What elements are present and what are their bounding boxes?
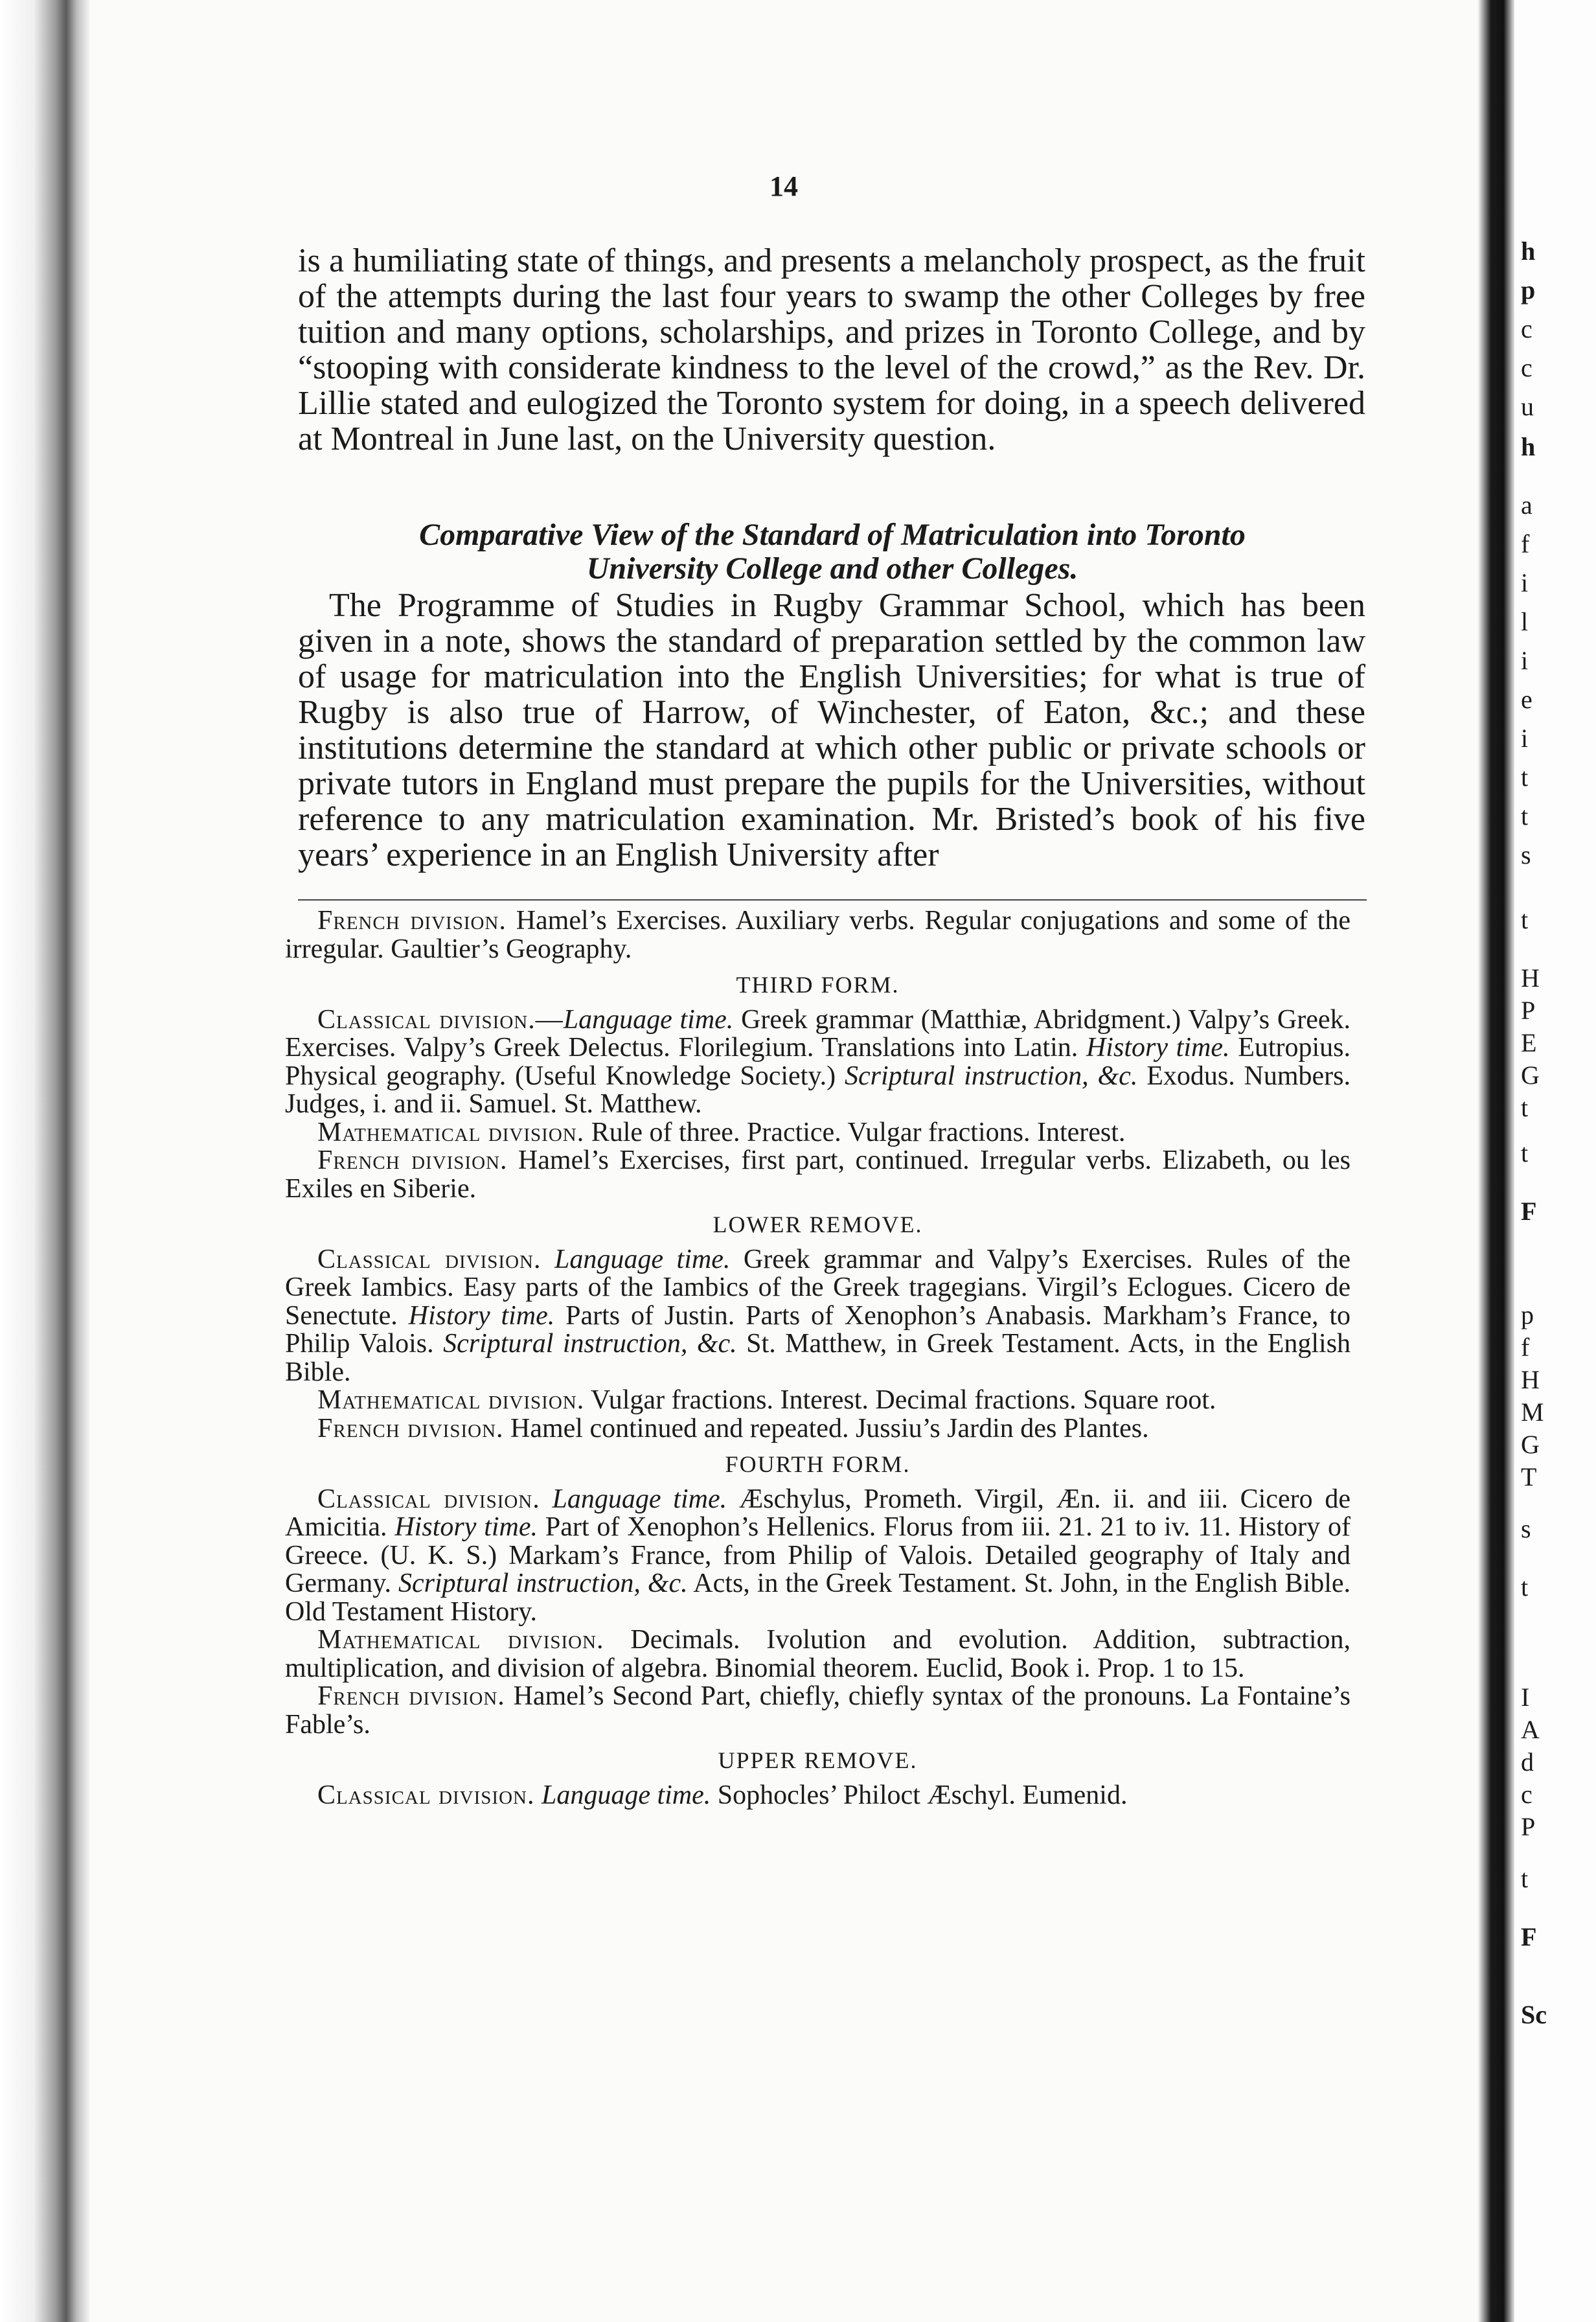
edge-fragment: G [1521, 1430, 1540, 1459]
edge-fragment: a [1521, 490, 1533, 520]
fourth-form-heading: FOURTH FORM. [725, 1451, 911, 1477]
edge-fragment: Sc [1521, 2000, 1547, 2029]
edge-fragment: A [1521, 1715, 1540, 1744]
edge-fragment: i [1521, 568, 1529, 597]
edge-fragment: t [1521, 1864, 1529, 1893]
edge-fragment: t [1521, 801, 1529, 831]
main-text-continued [298, 588, 1365, 873]
edge-fragment: t [1521, 763, 1529, 792]
opening-paragraph: is a humiliating state of things, and presents a melancholy prospect, as the fruit of the attempts during the last four years to swamp the other Colleges by free tuition and many options, scholarships, and prizes in Toronto College, and by “stooping with considerate kindness to the level of the crowd,” as the Rev. Dr. Lillie stated and eulogized the Toronto system for doing, in a speech delivered at Montreal in June last, on the University question. [298, 242, 1365, 457]
edge-fragment: e [1521, 685, 1533, 714]
edge-fragment: u [1521, 392, 1534, 421]
lower-remove-mathematical: Mathematical division. Vulgar fractions. Interest. Decimal fractions. Square root. [317, 1385, 1216, 1415]
fourth-form-french: French division. Hamel’s Second Part, chiefly, chiefly syntax of the pronouns. La Fontaine’s Fable’s. [285, 1681, 1351, 1740]
edge-fragment: F [1521, 1922, 1537, 1951]
lower-remove-french: French division. Hamel continued and repeated. Jussiu’s Jardin des Plantes. [317, 1413, 1149, 1443]
lower-remove-heading: LOWER REMOVE. [712, 1212, 923, 1237]
book-binding-shadow [0, 0, 89, 2322]
edge-fragment: c [1521, 314, 1533, 343]
edge-fragment: t [1521, 1572, 1529, 1602]
edge-fragment: h [1521, 432, 1536, 461]
upper-remove-classical: Classical division. Language time. Sophocles’ Philoct Æschyl. Eumenid. [317, 1780, 1128, 1810]
edge-fragment: F [1521, 1197, 1537, 1226]
edge-fragment: i [1521, 646, 1529, 675]
third-form-mathematical: Mathematical division. Rule of three. Practice. Vulgar fractions. Interest. [317, 1117, 1126, 1147]
edge-fragment: p [1521, 275, 1536, 305]
fourth-form-mathematical: Mathematical division. Decimals. Ivolution and evolution. Addition, subtraction, multiplication, and division of algebra. Binomial theorem. Euclid, Book i. Prop. 1 to 15. [285, 1625, 1351, 1683]
page-number: 14 [770, 170, 798, 202]
page-gutter [1478, 0, 1514, 2322]
edge-fragment: l [1521, 607, 1529, 636]
fourth-form-classical: Classical division. Language time. Æschylus, Prometh. Virgil, Æn. ii. and iii. Cicero de Amicitia. History time. Part of Xenophon’s Hellenics. Florus from iii. 21. 21 to iv. 11. History of Greece. (U. K. S.) Markam’s France, from Philip of Valois. Detailed geography of Italy and Germany. Scriptural instruction, &c. Acts, in the Greek Testament. St. John, in the English Bible. Old Testament History. [285, 1484, 1351, 1627]
edge-fragment: t [1521, 905, 1529, 934]
footnote-rule [298, 899, 1367, 901]
edge-fragment: P [1521, 1812, 1536, 1841]
edge-fragment: M [1521, 1397, 1544, 1427]
edge-fragment: s [1521, 840, 1531, 869]
edge-fragment: E [1521, 1028, 1537, 1057]
edge-fragment: H [1521, 963, 1540, 993]
edge-fragment: H [1521, 1365, 1540, 1394]
third-form-classical: Classical division.—Language time. Greek grammar (Matthiæ, Abridgment.) Valpy’s Greek. Exercises. Valpy’s Greek Delectus. Florilegium. Translations into Latin. History time. Eutropius. Physical geography. (Useful Knowledge Society.) Scriptural instruction, &c. Exodus. Numbers. Judges, i. and ii. Samuel. St. Matthew. [285, 1004, 1351, 1119]
edge-fragment: P [1521, 996, 1536, 1025]
edge-fragment: I [1521, 1683, 1530, 1712]
main-text [298, 243, 1365, 457]
edge-fragment: t [1521, 1093, 1529, 1122]
edge-fragment: T [1521, 1462, 1537, 1491]
edge-fragment: c [1521, 1780, 1533, 1809]
edge-fragment: c [1521, 353, 1533, 382]
third-form-heading: THIRD FORM. [736, 972, 900, 998]
note-french-division: French division. Hamel’s Exercises. Auxiliary verbs. Regular conjugations and some of the irregular. Gaultier’s Geography. [285, 906, 1351, 964]
third-form-french: French division. Hamel’s Exercises, first part, continued. Irregular verbs. Elizabeth, ou les Exiles en Siberie. [285, 1145, 1351, 1204]
upper-remove-heading: UPPER REMOVE. [718, 1747, 918, 1773]
section-heading [304, 518, 1360, 586]
edge-fragment: f [1521, 1333, 1530, 1362]
edge-fragment: t [1521, 1138, 1529, 1167]
second-paragraph: The Programme of Studies in Rugby Grammar School, which has been given in a note, shows the standard of preparation settled by the common law of usage for matriculation into the English Universities; for what is true of Rugby is also true of Harrow, of Winchester, of Eaton, &c.; and these institutions determine the standard at which other public or private schools or private tutors in England must prepare the pupils for the Universities, without reference to any matriculation examination. Mr. Bristed’s book of his five years’ experience in an English University after [298, 587, 1365, 873]
section-heading-line-1: Comparative View of the Standard of Matriculation into Toronto [419, 518, 1246, 552]
edge-fragment: h [1521, 236, 1536, 266]
edge-fragment: f [1521, 529, 1530, 558]
edge-fragment: d [1521, 1747, 1534, 1776]
section-heading-line-2: University College and other Colleges. [586, 551, 1078, 586]
lower-remove-classical: Classical division. Language time. Greek grammar and Valpy’s Exercises. Rules of the Greek Iambics. Easy parts of the Iambics of the Greek tragegians. Virgil’s Eclogues. Cicero de Senectute. History time. Parts of Justin. Parts of Xenophon’s Anabasis. Markham’s France, to Philip Valois. Scriptural instruction, &c. St. Matthew, in Greek Testament. Acts, in the English Bible. [285, 1244, 1351, 1387]
footnote-programme [285, 907, 1351, 1810]
edge-fragment: s [1521, 1514, 1531, 1543]
adjacent-page-edge [1514, 0, 1596, 2322]
edge-fragment: i [1521, 724, 1529, 753]
edge-fragment: p [1521, 1300, 1534, 1329]
edge-fragment: G [1521, 1061, 1540, 1090]
